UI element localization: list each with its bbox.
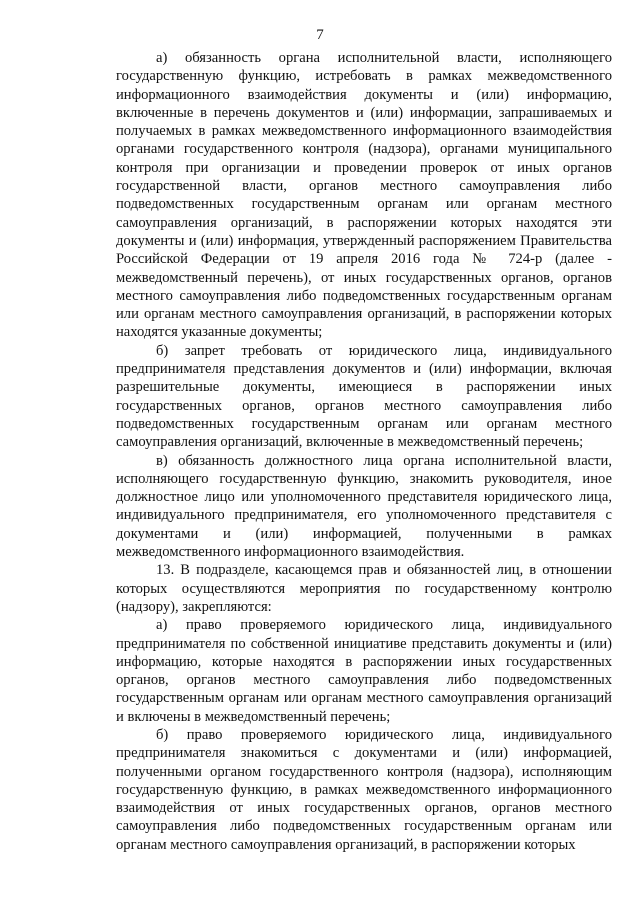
paragraph-13b: б) право проверяемого юридического лица, индивидуального предпринимателя знакомиться с документами и (или) информацией, полученными органом государственного контроля (надзора), исполняющим государственную функцию, в рамках межведомственного информационного взаимодействия от иных государственных органов, органов местного самоуправления либо подведомственных государственным органам или органам местного самоуправления организаций, в распоряжении которых bbox=[116, 726, 612, 853]
page-number: 7 bbox=[316, 27, 324, 43]
paragraph-13-intro: 13. В подразделе, касающемся прав и обязанностей лиц, в отношении которых осуществляются мероприятия по государственному контролю (надзору), закрепляются: bbox=[116, 562, 612, 615]
paragraph-12a: а) обязанность органа исполнительной власти, исполняющего государственную функцию, истребовать в рамках межведомственного информационного взаимодействия документы и (или) информацию, включенные в перечень документов и (или) информации, запрашиваемых и получаемых в рамках межведомственного информационного взаимодействия органами государственного контроля (надзора), органами муниципального контроля при организации и проведении проверок от иных органов государственной власти, органов местного самоуправления либо подведомственных государственным органам или органам местного самоуправления организаций, в распоряжении которых находятся эти документы и (или) информация, утвержденный распоряжением Правительства Российской Федерации от 19 апреля 2016 года № 724-р (далее - межведомственный перечень), от иных государственных органов, органов местного самоуправления либо подведомственных государственным органам или органам местного самоуправления организаций, в распоряжении которых находятся указанные документы; bbox=[116, 50, 612, 341]
paragraph-12b: б) запрет требовать от юридического лица, индивидуального предпринимателя представления документов и (или) информации, включая разрешительные документы, имеющиеся в распоряжении иных государственных органов, органов местного самоуправления либо подведомственных государственным органам или органам местного самоуправления организаций, включенные в межведомственный перечень; bbox=[116, 342, 612, 451]
paragraph-12c: в) обязанность должностного лица органа исполнительной власти, исполняющего государственную функцию, знакомить руководителя, иное должностное лицо или уполномоченного представителя юридического лица, индивидуального предпринимателя, его уполномоченного представителя с документами и (или) информацией, полученными в рамках межведомственного информационного взаимодействия. bbox=[116, 452, 612, 561]
document-body bbox=[116, 49, 612, 854]
paragraph-13a: а) право проверяемого юридического лица, индивидуального предпринимателя по собственной инициативе представить документы и (или) информацию, которые находятся в распоряжении иных государственных органов, органов местного самоуправления либо подведомственных государственным органам или органам местного самоуправления организаций и включены в межведомственный перечень; bbox=[116, 617, 612, 725]
